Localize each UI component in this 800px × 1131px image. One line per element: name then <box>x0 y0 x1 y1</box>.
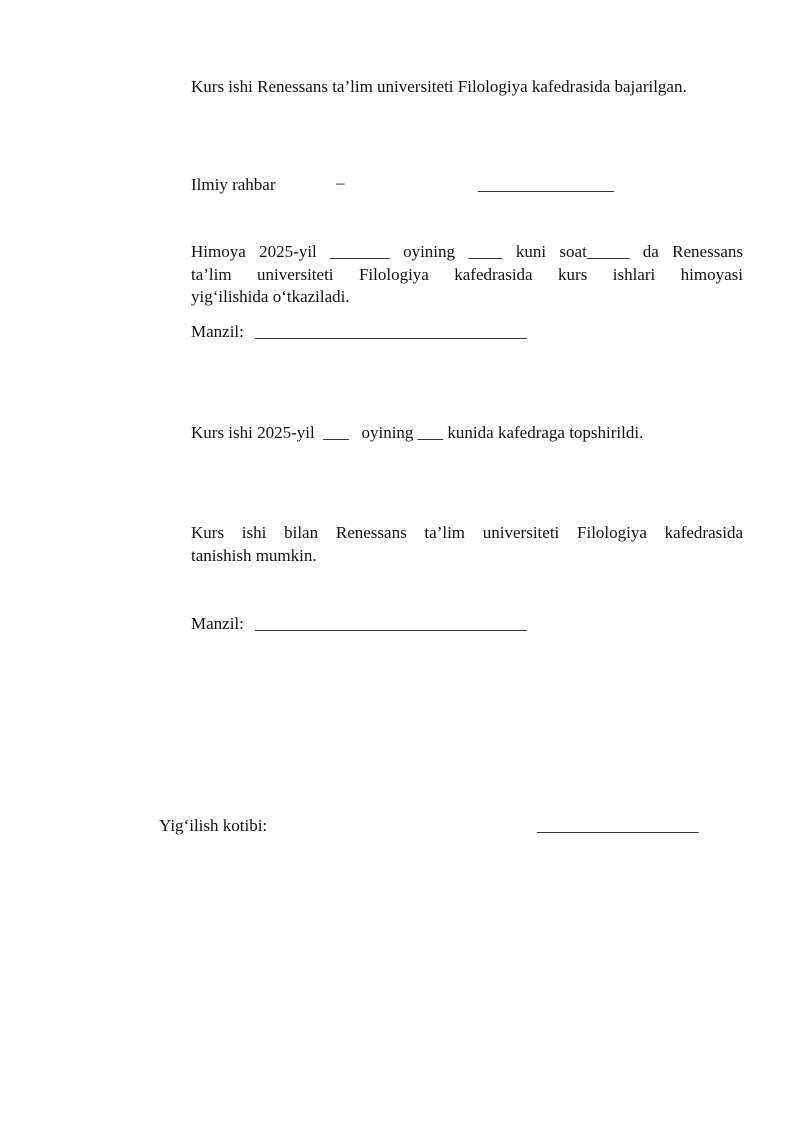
defense-address-label: Manzil: <box>191 322 244 341</box>
secretary-signature-line: ___________________ <box>537 816 699 835</box>
defense-line-3: yig‘ilishida o‘tkaziladi. <box>191 287 350 306</box>
defense-line-1: Himoya 2025-yil _______ oyining ____ kuni soat_____ da Renessans <box>191 242 743 261</box>
defense-paragraph <box>191 241 743 309</box>
familiarization-address-line: ________________________________ <box>255 614 527 633</box>
defense-address-line: ________________________________ <box>255 322 527 341</box>
submission-note: Kurs ishi 2025-yil ___ oyining ___ kunida kafedraga topshirildi. <box>191 423 644 442</box>
secretary-label: Yig‘ilish kotibi: <box>159 816 268 835</box>
familiarization-paragraph <box>191 522 743 567</box>
familiarization-line-1: Kurs ishi bilan Renessans ta’lim universiteti Filologiya kafedrasida <box>191 523 743 542</box>
supervisor-dash: – <box>336 173 345 192</box>
defense-line-2: ta’lim universiteti Filologiya kafedrasida kurs ishlari himoyasi <box>191 264 743 284</box>
familiarization-address-label: Manzil: <box>191 614 244 633</box>
familiarization-line-2: tanishish mumkin. <box>191 545 317 565</box>
supervisor-label: Ilmiy rahbar <box>191 175 276 194</box>
completion-note: Kurs ishi Renessans ta’lim universiteti Filologiya kafedrasida bajarilgan. <box>191 77 687 96</box>
supervisor-signature-line: ________________ <box>478 175 614 194</box>
